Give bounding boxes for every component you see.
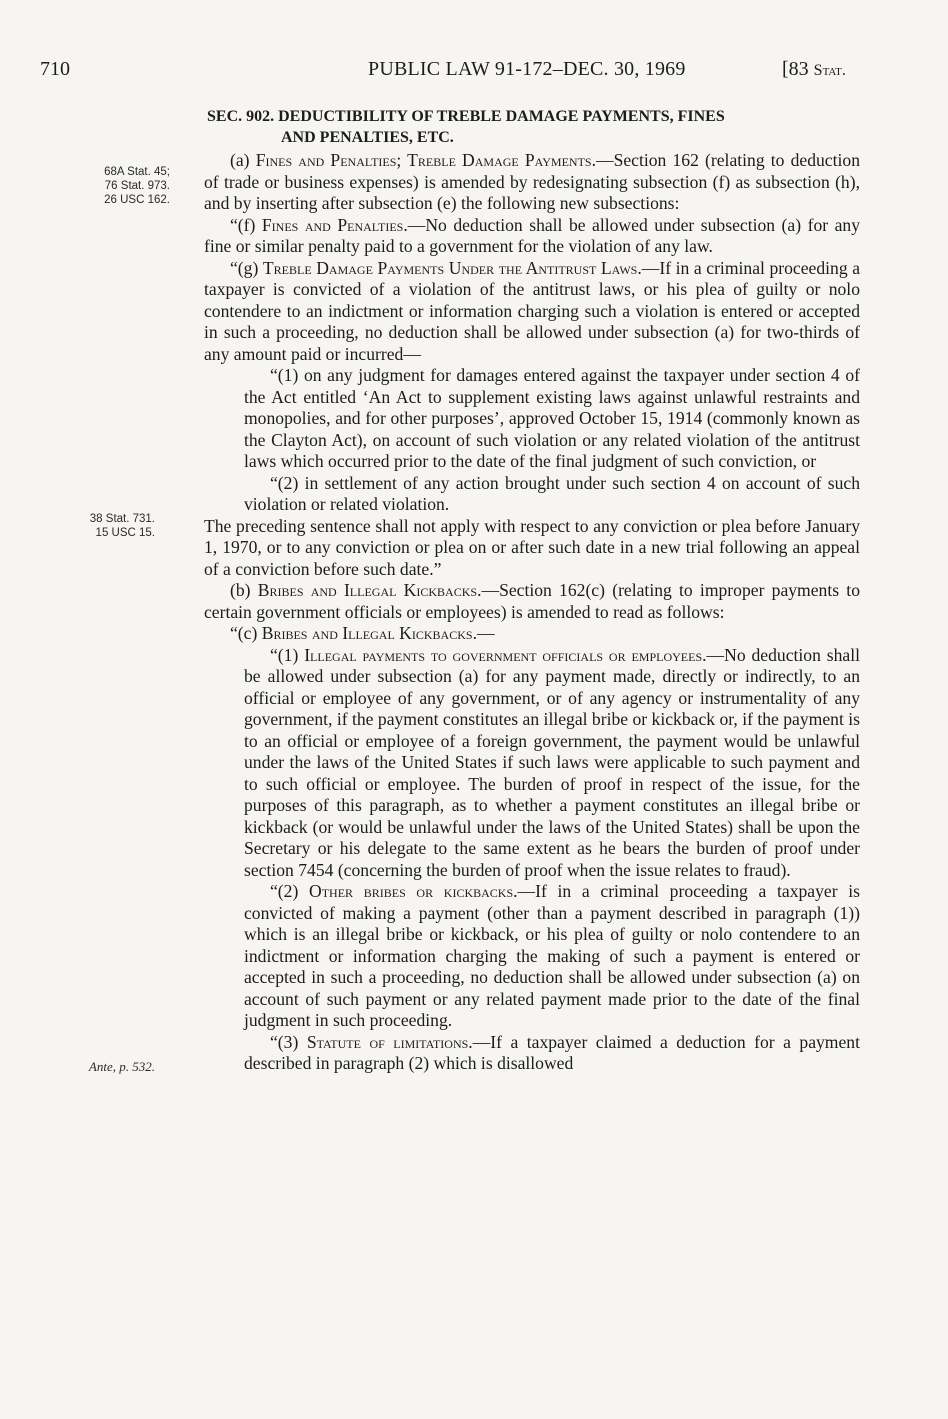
section-heading (207, 106, 867, 148)
paragraph-g-closing: The preceding sentence shall not apply with respect to any conviction or plea before January 1, 1970, or to any conviction or plea on or after such date in a new trial following an appeal of a conviction before such date.” (204, 515, 860, 579)
running-title: PUBLIC LAW 91-172–DEC. 30, 1969 (368, 58, 686, 80)
paragraph-c-3 (204, 1032, 860, 1075)
section-heading-line1: SEC. 902. DEDUCTIBILITY OF TREBLE DAMAGE PAYMENTS, FINES (207, 108, 725, 125)
paragraph-b (204, 580, 860, 623)
para-lead: “(c) (230, 623, 262, 643)
para-text: —Section 162(c) (relating to improper payments to certain government officials or employees) is amended to read as follows: (204, 580, 860, 622)
statute-body (204, 150, 860, 1075)
para-text: —If in a criminal proceeding a taxpayer is convicted of a violation of the antitrust laws, or his plea of guilty or nolo contendere to an indictment or information charging such a violation is entered or accepted in such a proceeding, no deduction shall be allowed under subsection (a) for two-thirds of any amount paid or incurred— (204, 257, 860, 364)
paragraph-a (204, 150, 860, 215)
para-lead: “(g) (230, 257, 263, 278)
para-text: — (476, 623, 495, 643)
margin-note-line: 26 USC 162. (104, 194, 170, 206)
para-caption: Statute of limitations. (306, 1031, 473, 1052)
para-text: —If a taxpayer claimed a deduction for a payment described in paragraph (2) which is disallowed (244, 1031, 860, 1073)
paragraph-g-2: “(2) in settlement of any action brought under such section 4 on account of such violation or related violation. (244, 472, 860, 514)
para-caption: Illegal payments to government officials or employees. (304, 644, 707, 665)
statute-reference (782, 58, 846, 81)
para-text: —No deduction shall be allowed under subsection (a) for any fine or similar penalty paid to a government for the violation of any law. (204, 214, 860, 256)
margin-note-line: 68A Stat. 45; (104, 166, 170, 178)
para-caption: Treble Damage Payments Under the Antitrust Laws. (262, 257, 642, 278)
margin-note-citations-1 (40, 165, 170, 207)
para-text: —No deduction shall be allowed under subsection (a) for any payment made, directly or indirectly, to an official or employee of any government, or of any agency or instrumentality of any government, if the payment constitutes an illegal bribe or kickback or, if the payment is to an official or employee of a foreign government, the payment would be unlawful under the laws of the United States if such laws were applicable to such payment and to such official or employee. The burden of proof in respect of the issue, for the purposes of this paragraph, as to whether a payment constitutes an illegal bribe or kickback (or would be unlawful under the laws of the United States) shall be upon the Secretary or his delegate to the same extent as he bears the burden of proof under section 7454 (concerning the burden of proof when the issue relates to fraud). (244, 644, 860, 880)
stat-word: Stat. (813, 62, 846, 79)
margin-note-line: 38 Stat. 731. (89, 513, 155, 525)
para-caption: Other bribes or kickbacks. (309, 881, 518, 901)
page-number: 710 (40, 58, 70, 80)
section-heading-line2: AND PENALTIES, ETC. (281, 129, 454, 146)
stat-prefix: [83 (782, 58, 814, 80)
para-text: —Section 162 (relating to deduction of trade or business expenses) is amended by redesignating subsection (f) as subsection (h), and by inserting after subsection (e) the following new subsections: (204, 150, 860, 213)
para-caption: Fines and Penalties. (261, 214, 408, 235)
para-lead: (b) (230, 580, 258, 600)
margin-note-citations-2 (25, 512, 155, 540)
margin-note-line: 76 Stat. 973. (104, 180, 170, 192)
paragraph-c (204, 623, 860, 645)
para-lead: “(1) (270, 644, 305, 665)
paragraph-g-1: “(1) on any judgment for damages entered against the taxpayer under section 4 of the Act entitled ‘An Act to supplement existing laws against unlawful restraints and monopolies, and for other purposes’, approved October 15, 1914 (commonly known as the Clayton Act), on account of such violation or any related violation of the antitrust laws which occurred prior to the date of the final judgment of such conviction, or (244, 365, 860, 471)
para-text: —If in a criminal proceeding a taxpayer is convicted of making a payment (other than a payment described in paragraph (1)) which is an illegal bribe or kickback, or his plea of guilty or nolo contendere to an indictment or information charging the making of such a payment is entered or accepted in such a proceeding, no deduction shall be allowed under subsection (a) on account of such payment or any related payment made prior to the date of the final judgment in such proceeding. (244, 881, 860, 1030)
para-caption: Bribes and Illegal Kickbacks. (257, 580, 482, 600)
para-caption: Bribes and Illegal Kickbacks. (261, 623, 477, 643)
para-lead: (a) (230, 150, 256, 170)
paragraph-c-1 (204, 645, 860, 882)
para-lead: “(3) (270, 1031, 307, 1052)
margin-note-line: 15 USC 15. (95, 527, 155, 539)
paragraph-c-2 (204, 881, 860, 1032)
paragraph-g (204, 258, 860, 366)
para-caption: Fines and Penalties; Treble Damage Payments. (255, 150, 596, 170)
paragraph-f (204, 215, 860, 258)
para-lead: “(f) (230, 214, 262, 235)
margin-note-ante: Ante, p. 532. (88, 1059, 155, 1074)
para-lead: “(2) (270, 881, 310, 901)
